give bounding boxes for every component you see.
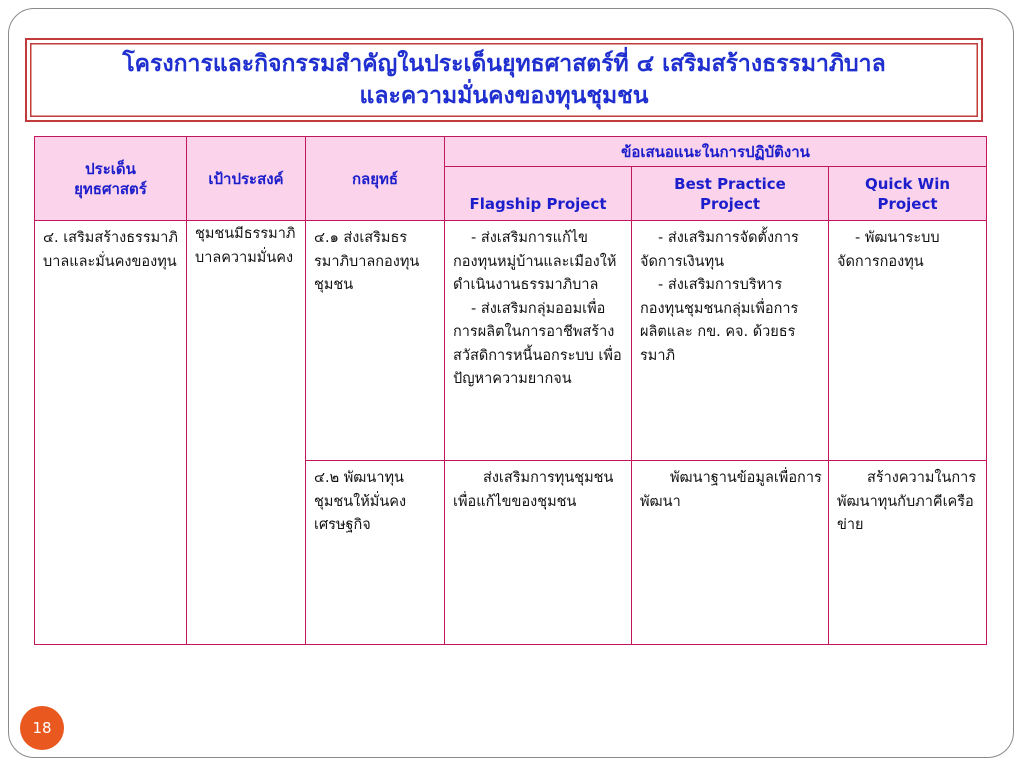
header-quick-win: Quick Win Project bbox=[829, 167, 987, 221]
header-issue: ประเด็น ยุทธศาสตร์ bbox=[35, 137, 187, 221]
page-number-badge: 18 bbox=[20, 706, 64, 750]
cell-goal: ชุมชนมีธรรมาภิบาลความมั่นคง bbox=[187, 221, 306, 645]
strategy-table bbox=[34, 136, 987, 645]
cell-issue: ๔. เสริมสร้างธรรมาภิบาลและมั่นคงของทุน bbox=[35, 221, 187, 645]
header-recommendation: ข้อเสนอแนะในการปฏิบัติงาน bbox=[445, 137, 987, 167]
slide-title-line-1: โครงการและกิจกรรมสำคัญในประเด็นยุทธศาสตร์ที่ ๔ เสริมสร้างธรรมาภิบาล bbox=[122, 51, 886, 77]
slide-title-line-2: และความมั่นคงของทุนชุมชน bbox=[359, 83, 649, 109]
slide-title-box bbox=[25, 38, 983, 122]
flagship-1-item-1: - ส่งเสริมการแก้ไขกองทุนหมู่บ้านและเมืองให้ดำเนินงานธรรมาภิบาล bbox=[453, 230, 617, 293]
quick-win-1-item-1: - พัฒนาระบบจัดการกองทุน bbox=[837, 230, 940, 270]
cell-strategy-2: ๔.๒ พัฒนาทุนชุมชนให้มั่นคงเศรษฐกิจ bbox=[306, 461, 445, 645]
header-goal: เป้าประสงค์ bbox=[187, 137, 306, 221]
cell-best-practice-2 bbox=[632, 461, 829, 645]
header-flagship: Flagship Project bbox=[445, 167, 632, 221]
header-strategy: กลยุทธ์ bbox=[306, 137, 445, 221]
quick-win-2-item-1: สร้างความในการพัฒนาทุนกับภาคีเครือข่าย bbox=[837, 470, 977, 533]
best-practice-2-item-1: พัฒนาฐานข้อมูลเพื่อการพัฒนา bbox=[640, 470, 822, 510]
flagship-1-item-2: - ส่งเสริมกลุ่มออมเพื่อการผลิตในการอาชีพสร้างสวัสดิการหนี้นอกระบบ เพื่อปัญหาความยากจน bbox=[453, 300, 622, 387]
cell-flagship-1 bbox=[445, 221, 632, 461]
best-practice-1-item-1: - ส่งเสริมการจัดตั้งการจัดการเงินทุน bbox=[640, 230, 799, 270]
cell-flagship-2 bbox=[445, 461, 632, 645]
best-practice-1-item-2: - ส่งเสริมการบริหารกองทุนชุมชนกลุ่มเพื่อการผลิตและ กข. คจ. ด้วยธรรมาภิ bbox=[640, 277, 799, 364]
cell-strategy-1: ๔.๑ ส่งเสริมธรรมาภิบาลกองทุนชุมชน bbox=[306, 221, 445, 461]
cell-best-practice-1 bbox=[632, 221, 829, 461]
cell-quick-win-1 bbox=[829, 221, 987, 461]
header-best-practice: Best Practice Project bbox=[632, 167, 829, 221]
cell-quick-win-2 bbox=[829, 461, 987, 645]
flagship-2-item-1: ส่งเสริมการทุนชุมชนเพื่อแก้ไขของชุมชน bbox=[453, 470, 614, 510]
